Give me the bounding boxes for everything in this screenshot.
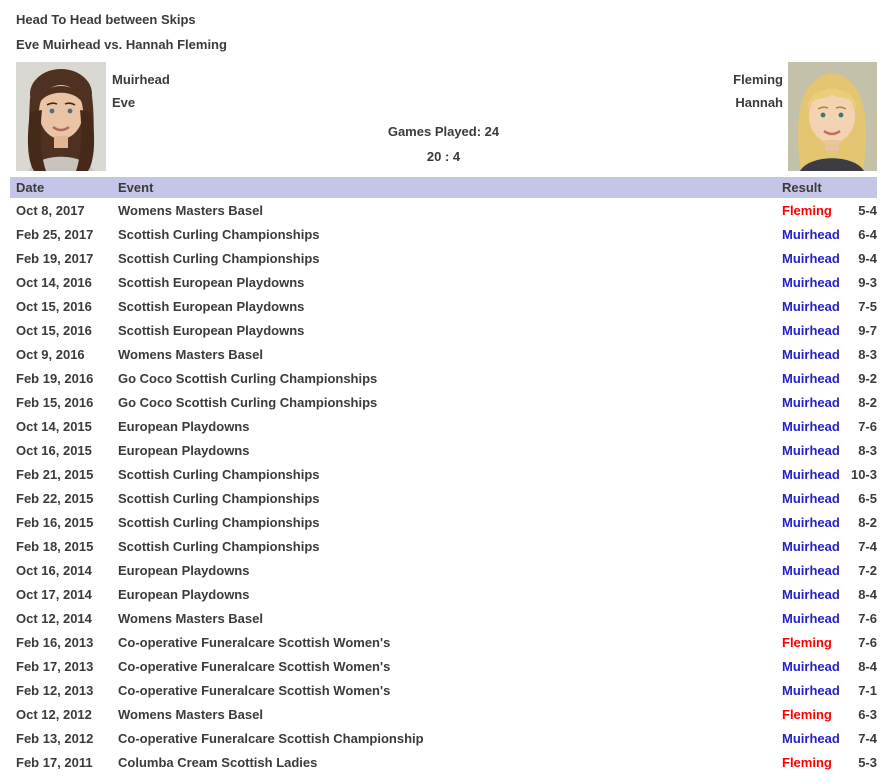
row-score: 7-6 [858, 419, 877, 434]
row-event: Scottish Curling Championships [118, 467, 320, 482]
row-event: Scottish Curling Championships [118, 227, 320, 242]
row-winner-link[interactable]: Muirhead [782, 467, 840, 482]
row-winner-link[interactable]: Muirhead [782, 227, 840, 242]
table-row [10, 679, 877, 703]
table-row [10, 391, 877, 415]
row-event: Co-operative Funeralcare Scottish Women's [118, 635, 391, 650]
row-score: 9-3 [858, 275, 877, 290]
games-played-label: Games Played: 24 [387, 124, 500, 139]
row-event: European Playdowns [118, 419, 250, 434]
column-header-event: Event [118, 180, 154, 195]
row-date: Oct 9, 2016 [16, 347, 85, 362]
row-event: European Playdowns [118, 563, 250, 578]
row-date: Oct 16, 2014 [16, 563, 92, 578]
row-score: 7-1 [858, 683, 877, 698]
table-row [10, 607, 877, 631]
table-row [10, 751, 877, 775]
row-score: 8-4 [858, 659, 877, 674]
row-event: Scottish European Playdowns [118, 299, 305, 314]
row-winner-link[interactable]: Fleming [782, 707, 832, 722]
row-event: Scottish Curling Championships [118, 539, 320, 554]
row-date: Feb 15, 2016 [16, 395, 94, 410]
column-header-result: Result [782, 180, 822, 195]
row-event: Co-operative Funeralcare Scottish Women's [118, 683, 391, 698]
row-winner-link[interactable]: Muirhead [782, 587, 840, 602]
row-event: Scottish European Playdowns [118, 275, 305, 290]
table-row [10, 655, 877, 679]
row-winner-link[interactable]: Muirhead [782, 683, 840, 698]
row-score: 5-4 [858, 203, 877, 218]
row-winner-link[interactable]: Muirhead [782, 419, 840, 434]
table-row [10, 559, 877, 583]
row-date: Oct 12, 2012 [16, 707, 92, 722]
page-title: Head To Head between Skips [16, 12, 196, 27]
row-date: Feb 18, 2015 [16, 539, 94, 554]
row-event: Co-operative Funeralcare Scottish Women's [118, 659, 391, 674]
table-row [10, 727, 877, 751]
row-score: 6-4 [858, 227, 877, 242]
row-event: Womens Masters Basel [118, 347, 263, 362]
row-winner-link[interactable]: Muirhead [782, 563, 840, 578]
row-score: 8-2 [858, 395, 877, 410]
row-score: 5-3 [858, 755, 877, 770]
row-event: Womens Masters Basel [118, 707, 263, 722]
row-winner-link[interactable]: Fleming [782, 203, 832, 218]
row-winner-link[interactable]: Fleming [782, 635, 832, 650]
row-score: 10-3 [850, 467, 877, 482]
row-score: 8-3 [858, 443, 877, 458]
table-row [10, 295, 877, 319]
row-score: 6-3 [858, 707, 877, 722]
row-date: Oct 14, 2015 [16, 419, 92, 434]
table-row [10, 463, 877, 487]
row-winner-link[interactable]: Muirhead [782, 515, 840, 530]
head-to-head-score: 20 : 4 [426, 149, 461, 164]
right-player-firstname: Hannah [735, 95, 783, 110]
table-row [10, 487, 877, 511]
row-date: Feb 13, 2012 [16, 731, 94, 746]
row-date: Feb 17, 2013 [16, 659, 94, 674]
table-row [10, 703, 877, 727]
row-winner-link[interactable]: Muirhead [782, 443, 840, 458]
row-date: Feb 19, 2016 [16, 371, 94, 386]
row-score: 7-6 [858, 611, 877, 626]
row-event: Scottish Curling Championships [118, 491, 320, 506]
row-score: 7-6 [858, 635, 877, 650]
row-event: Go Coco Scottish Curling Championships [118, 395, 378, 410]
row-date: Oct 14, 2016 [16, 275, 92, 290]
results-table-body [10, 199, 877, 775]
row-date: Feb 17, 2011 [16, 755, 93, 770]
row-event: European Playdowns [118, 587, 250, 602]
row-winner-link[interactable]: Muirhead [782, 323, 840, 338]
row-winner-link[interactable]: Muirhead [782, 371, 840, 386]
table-row [10, 319, 877, 343]
row-date: Feb 16, 2015 [16, 515, 94, 530]
row-score: 6-5 [858, 491, 877, 506]
row-score: 7-4 [858, 731, 877, 746]
left-player-firstname: Eve [112, 95, 136, 110]
row-event: Go Coco Scottish Curling Championships [118, 371, 378, 386]
row-event: Scottish Curling Championships [118, 251, 320, 266]
row-winner-link[interactable]: Muirhead [782, 299, 840, 314]
row-event: Columba Cream Scottish Ladies [118, 755, 318, 770]
table-row [10, 223, 877, 247]
row-date: Oct 16, 2015 [16, 443, 92, 458]
row-date: Oct 17, 2014 [16, 587, 92, 602]
row-date: Feb 21, 2015 [16, 467, 94, 482]
row-event: Womens Masters Basel [118, 203, 263, 218]
table-row [10, 631, 877, 655]
row-date: Feb 25, 2017 [16, 227, 94, 242]
table-row [10, 439, 877, 463]
row-score: 8-2 [858, 515, 877, 530]
row-score: 7-5 [858, 299, 877, 314]
table-row [10, 583, 877, 607]
row-event: Scottish European Playdowns [118, 323, 305, 338]
table-row [10, 367, 877, 391]
row-event: Womens Masters Basel [118, 611, 263, 626]
row-winner-link[interactable]: Muirhead [782, 275, 840, 290]
row-winner-link[interactable]: Muirhead [782, 251, 840, 266]
table-row [10, 343, 877, 367]
right-player-lastname: Fleming [733, 72, 783, 87]
row-winner-link[interactable]: Fleming [782, 755, 832, 770]
table-row [10, 535, 877, 559]
row-winner-link[interactable]: Muirhead [782, 395, 840, 410]
row-date: Feb 19, 2017 [16, 251, 94, 266]
row-winner-link[interactable]: Muirhead [782, 611, 840, 626]
row-winner-link[interactable]: Muirhead [782, 491, 840, 506]
row-date: Oct 8, 2017 [16, 203, 85, 218]
table-row [10, 271, 877, 295]
row-score: 9-2 [858, 371, 877, 386]
row-event: Co-operative Funeralcare Scottish Championship [118, 731, 424, 746]
table-header-row [10, 177, 877, 198]
table-row [10, 415, 877, 439]
row-date: Feb 16, 2013 [16, 635, 94, 650]
row-date: Oct 12, 2014 [16, 611, 92, 626]
row-winner-link[interactable]: Muirhead [782, 347, 840, 362]
table-row [10, 247, 877, 271]
column-header-date: Date [16, 180, 45, 195]
row-score: 8-4 [858, 587, 877, 602]
row-date: Feb 12, 2013 [16, 683, 94, 698]
row-score: 9-4 [858, 251, 877, 266]
row-winner-link[interactable]: Muirhead [782, 659, 840, 674]
row-score: 7-2 [858, 563, 877, 578]
row-date: Oct 15, 2016 [16, 299, 92, 314]
table-row [10, 199, 877, 223]
left-player-lastname: Muirhead [112, 72, 170, 87]
row-score: 8-3 [858, 347, 877, 362]
row-date: Feb 22, 2015 [16, 491, 94, 506]
row-score: 7-4 [858, 539, 877, 554]
row-winner-link[interactable]: Muirhead [782, 539, 840, 554]
row-score: 9-7 [858, 323, 877, 338]
table-row [10, 511, 877, 535]
row-event: European Playdowns [118, 443, 250, 458]
row-winner-link[interactable]: Muirhead [782, 731, 840, 746]
row-event: Scottish Curling Championships [118, 515, 320, 530]
page-subtitle: Eve Muirhead vs. Hannah Fleming [16, 37, 227, 52]
row-date: Oct 15, 2016 [16, 323, 92, 338]
